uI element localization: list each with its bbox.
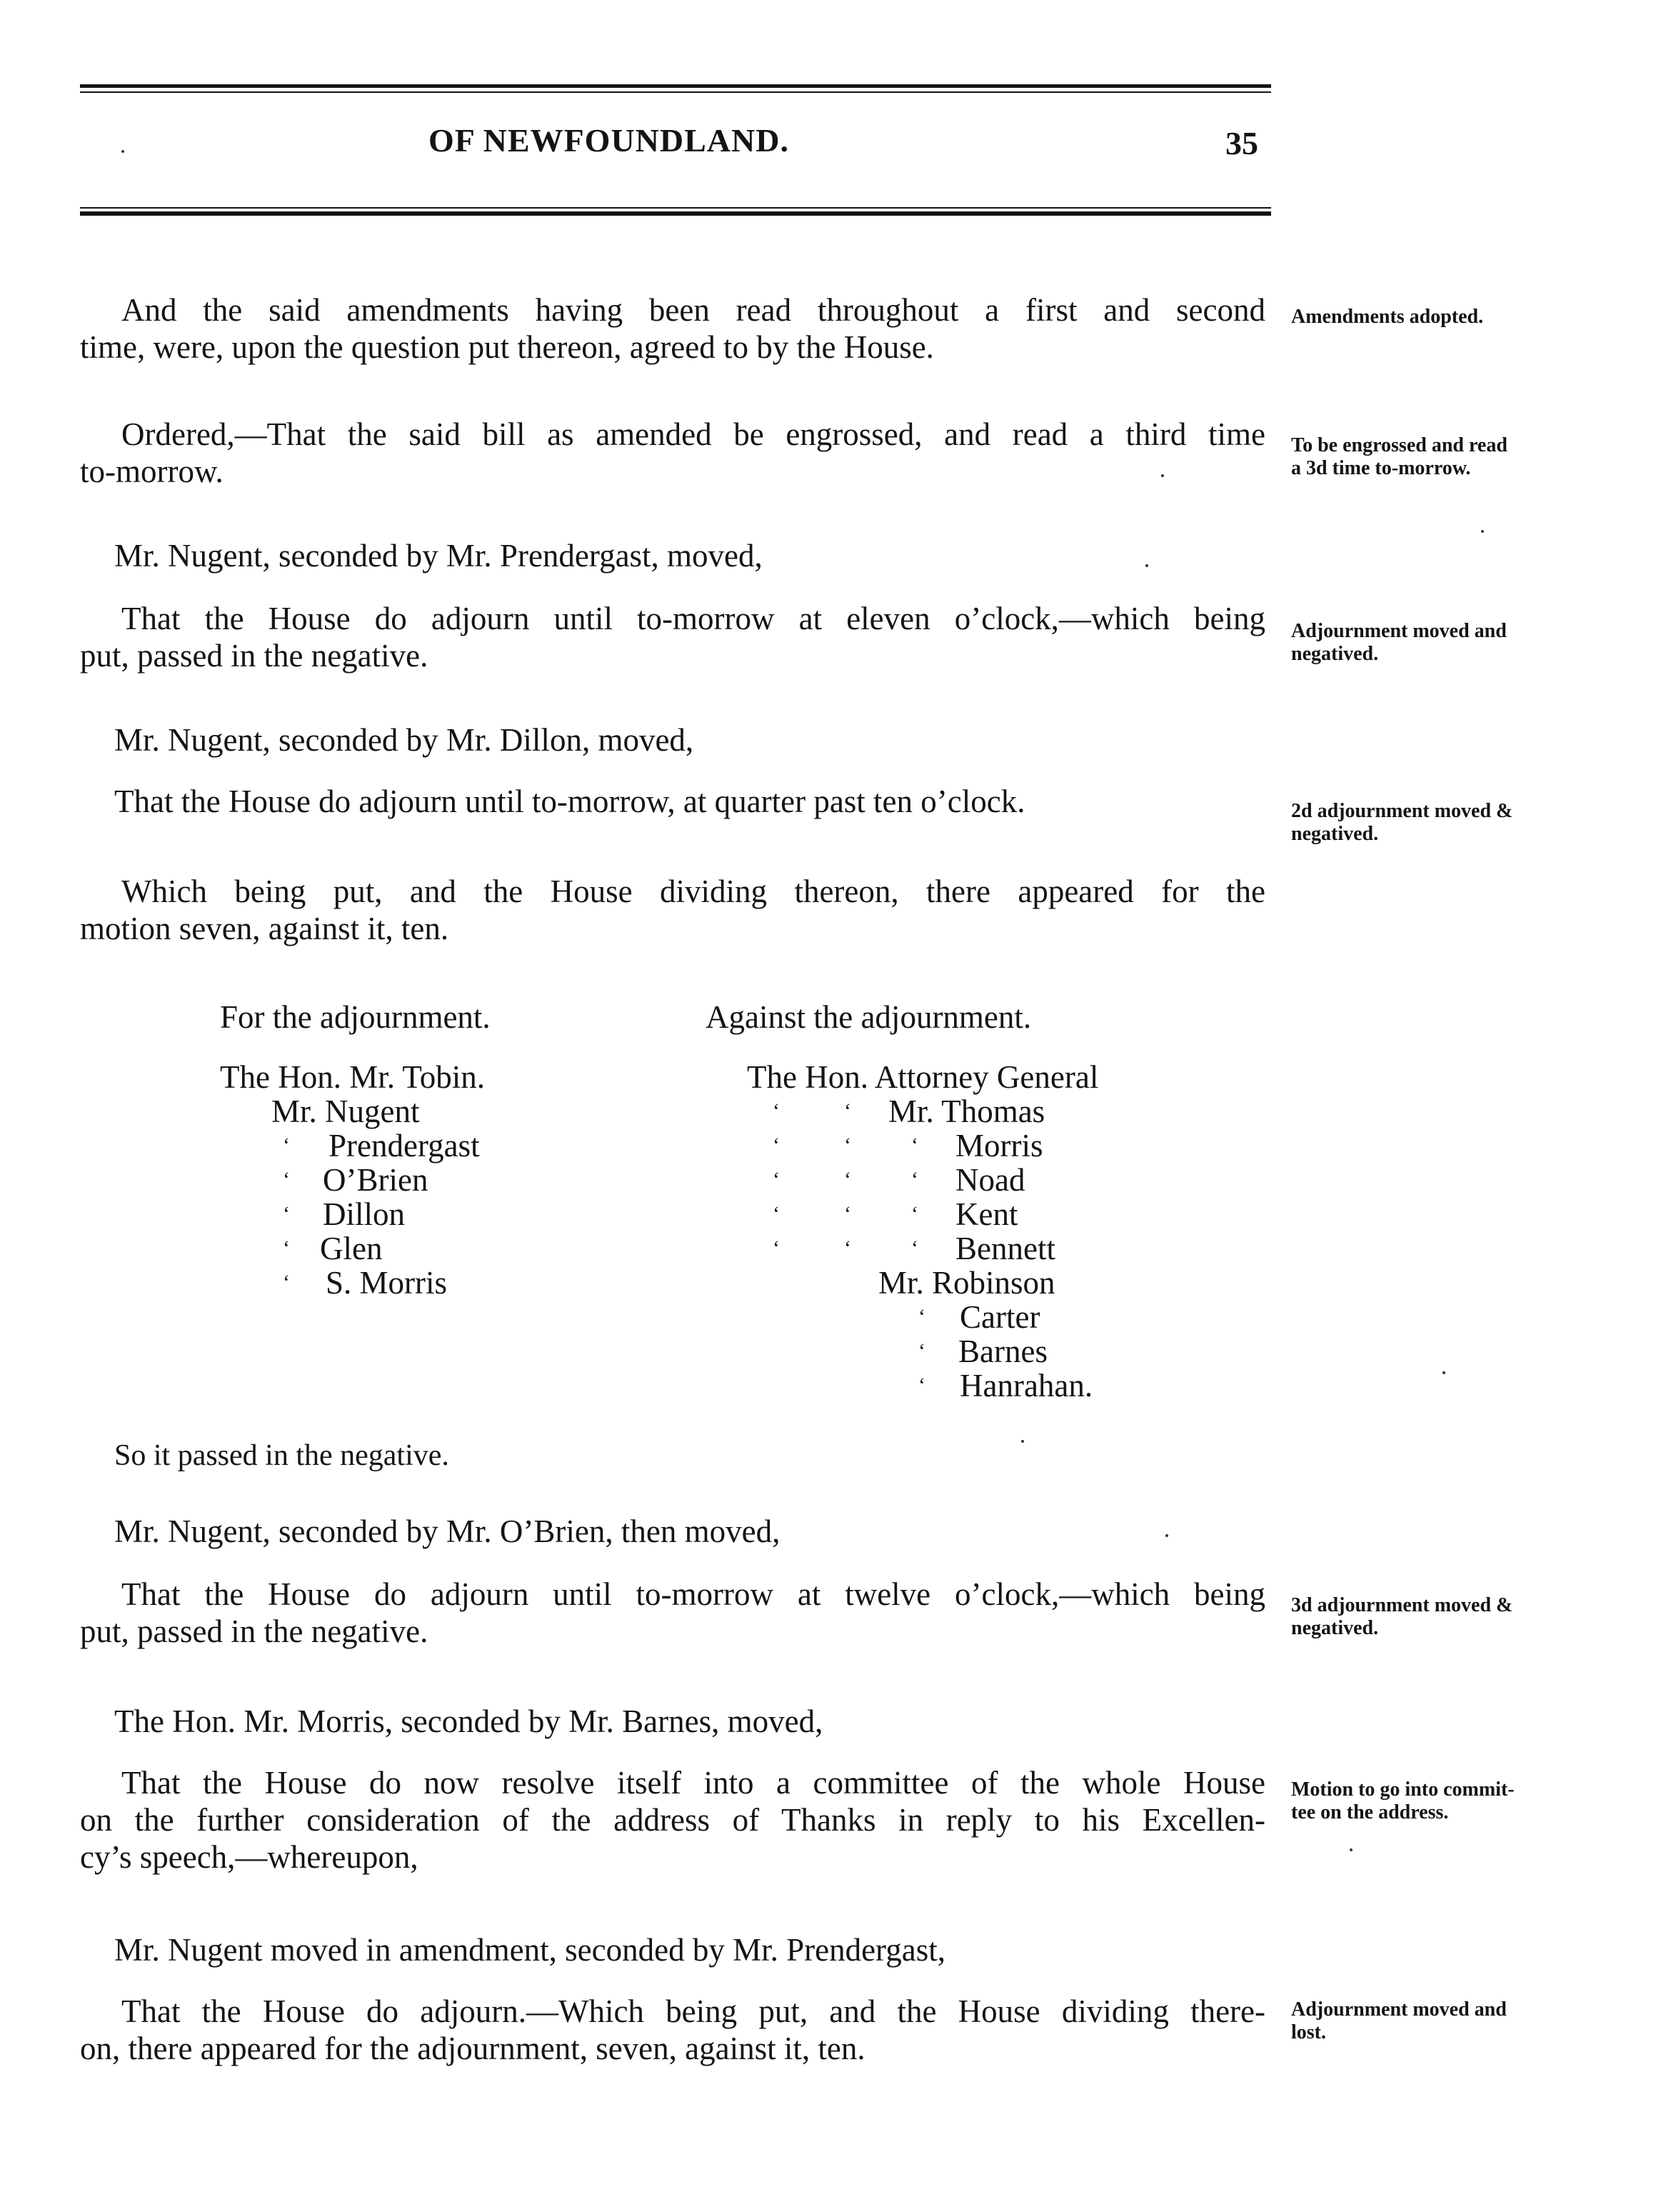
- against-name: Noad: [955, 1162, 1025, 1198]
- ditto-mark: ‘: [911, 1133, 918, 1157]
- margin-note-line: negatived.: [1291, 1617, 1379, 1639]
- paragraph-line: Which being put, and the House dividing thereon, there appeared for the: [121, 874, 1265, 909]
- for-name: Dillon: [323, 1196, 406, 1232]
- for-name: The Hon. Mr. Tobin.: [220, 1059, 486, 1095]
- margin-note-line: negatived.: [1291, 643, 1379, 665]
- ditto-mark: ‘: [911, 1236, 918, 1260]
- scan-speck: [121, 150, 124, 153]
- paragraph-adjourn-quarter: That the House do adjourn until to-morrow, at quarter past ten o’clock.: [114, 784, 1025, 819]
- page-number: 35: [1225, 125, 1258, 161]
- against-name: Kent: [955, 1196, 1018, 1232]
- for-name: Prendergast: [328, 1128, 480, 1163]
- against-name: Bennett: [955, 1231, 1055, 1266]
- margin-note-line: tee on the address.: [1291, 1801, 1449, 1823]
- margin-note: [1291, 1998, 1598, 2044]
- paragraph-ordered: [80, 416, 1265, 490]
- paragraph-line: on the further consideration of the address of Thanks in reply to his Excellen-: [80, 1802, 1265, 1838]
- for-heading: For the adjournment.: [220, 999, 491, 1035]
- for-name: S. Morris: [326, 1265, 448, 1301]
- margin-note-line: 3d adjournment moved &: [1291, 1594, 1513, 1616]
- for-name: Glen: [320, 1231, 383, 1266]
- paragraph-motion: Mr. Nugent, seconded by Mr. Dillon, moved,: [114, 722, 694, 758]
- margin-note-line: Adjournment moved and: [1291, 620, 1507, 642]
- scan-speck: [1161, 474, 1164, 477]
- for-name: Mr. Nugent: [271, 1094, 420, 1129]
- scan-speck: [1350, 1848, 1353, 1851]
- ditto-mark: ‘: [773, 1202, 780, 1226]
- against-name: Hanrahan.: [960, 1368, 1093, 1403]
- paragraph-line: on, there appeared for the adjournment, seven, against it, ten.: [80, 2031, 865, 2066]
- margin-note-line: Adjournment moved and: [1291, 1998, 1507, 2021]
- ditto-mark: ‘: [911, 1168, 918, 1191]
- margin-note-line: negatived.: [1291, 823, 1379, 845]
- paragraph-line: motion seven, against it, ten.: [80, 911, 449, 946]
- paragraph-adjourn-lost: [80, 1993, 1265, 2067]
- ditto-mark: ‘: [283, 1236, 290, 1260]
- paragraph-amendments: [80, 291, 1265, 366]
- ditto-mark: ‘: [283, 1202, 290, 1226]
- against-name: Mr. Robinson: [878, 1265, 1055, 1301]
- margin-note-line: 2d adjournment moved &: [1291, 800, 1513, 822]
- paragraph-adjourn-eleven: [80, 600, 1265, 674]
- margin-note-line: lost.: [1291, 2021, 1326, 2043]
- margin-note: [1291, 620, 1598, 666]
- scan-speck: [1442, 1371, 1445, 1374]
- against-name: Carter: [960, 1299, 1040, 1335]
- ditto-mark: ‘: [844, 1133, 851, 1157]
- margin-note-line: Amendments adopted.: [1291, 306, 1484, 328]
- ditto-mark: ‘: [773, 1236, 780, 1260]
- scan-speck: [1021, 1440, 1024, 1443]
- margin-note: [1291, 306, 1598, 329]
- ditto-mark: ‘: [844, 1099, 851, 1123]
- paragraph-result: So it passed in the negative.: [114, 1439, 449, 1472]
- ditto-mark: ‘: [844, 1236, 851, 1260]
- paragraph-motion: The Hon. Mr. Morris, seconded by Mr. Barnes, moved,: [114, 1703, 823, 1739]
- margin-note: [1291, 800, 1598, 846]
- header-rule-bottom: [80, 211, 1271, 216]
- paragraph-line: And the said amendments having been read throughout a first and second: [121, 292, 1265, 328]
- paragraph-division: [80, 873, 1265, 947]
- paragraph-motion: Mr. Nugent, seconded by Mr. O’Brien, then moved,: [114, 1513, 781, 1549]
- paragraph-line: time, were, upon the question put thereon, agreed to by the House.: [80, 329, 934, 365]
- ditto-mark: ‘: [844, 1202, 851, 1226]
- paragraph-line: Ordered,—That the said bill as amended be engrossed, and read a third time: [121, 416, 1265, 452]
- ditto-mark: ‘: [773, 1168, 780, 1191]
- header-rule-bottom-thin: [80, 207, 1271, 209]
- paragraph-motion: Mr. Nugent moved in amendment, seconded by Mr. Prendergast,: [114, 1932, 945, 1968]
- scan-speck: [1481, 530, 1484, 533]
- against-heading: Against the adjournment.: [706, 999, 1032, 1035]
- paragraph-line: put, passed in the negative.: [80, 638, 428, 674]
- scan-speck: [1165, 1534, 1168, 1537]
- against-name: Morris: [955, 1128, 1043, 1163]
- header-rule-top: [80, 84, 1271, 88]
- paragraph-line: That the House do adjourn until to-morrow at twelve o’clock,—which being: [121, 1576, 1265, 1612]
- against-name: Barnes: [958, 1333, 1048, 1369]
- paragraph-line: cy’s speech,—whereupon,: [80, 1839, 418, 1875]
- margin-note: [1291, 1778, 1598, 1824]
- ditto-mark: ‘: [844, 1168, 851, 1191]
- paragraph-line: to-morrow.: [80, 454, 224, 489]
- running-head-title: OF NEWFOUNDLAND.: [428, 122, 789, 159]
- ditto-mark: ‘: [773, 1133, 780, 1157]
- paragraph-motion: Mr. Nugent, seconded by Mr. Prendergast, moved,: [114, 538, 763, 574]
- paragraph-line: That the House do adjourn.—Which being put, and the House dividing there-: [121, 1993, 1265, 2029]
- ditto-mark: ‘: [918, 1305, 925, 1328]
- paragraph-adjourn-twelve: [80, 1576, 1265, 1650]
- paragraph-line: put, passed in the negative.: [80, 1613, 428, 1649]
- paragraph-line: That the House do now resolve itself into a committee of the whole House: [121, 1765, 1265, 1801]
- margin-note-line: To be engrossed and read: [1291, 434, 1507, 456]
- ditto-mark: ‘: [283, 1133, 290, 1157]
- margin-note-line: Motion to go into commit-: [1291, 1778, 1515, 1801]
- for-name: O’Brien: [323, 1162, 428, 1198]
- ditto-mark: ‘: [918, 1373, 925, 1397]
- ditto-mark: ‘: [283, 1168, 290, 1191]
- paragraph-committee: [80, 1764, 1265, 1876]
- ditto-mark: ‘: [918, 1339, 925, 1363]
- margin-note: [1291, 1594, 1598, 1640]
- scan-speck: [1145, 564, 1148, 567]
- paragraph-line: That the House do adjourn until to-morrow at eleven o’clock,—which being: [121, 601, 1265, 636]
- ditto-mark: ‘: [773, 1099, 780, 1123]
- ditto-mark: ‘: [283, 1271, 290, 1294]
- against-name: The Hon. Attorney General: [747, 1059, 1099, 1095]
- header-rule-top-thin: [80, 91, 1271, 93]
- against-name: Mr. Thomas: [888, 1094, 1045, 1129]
- margin-note-line: a 3d time to-morrow.: [1291, 457, 1471, 479]
- ditto-mark: ‘: [911, 1202, 918, 1226]
- margin-note: [1291, 434, 1598, 480]
